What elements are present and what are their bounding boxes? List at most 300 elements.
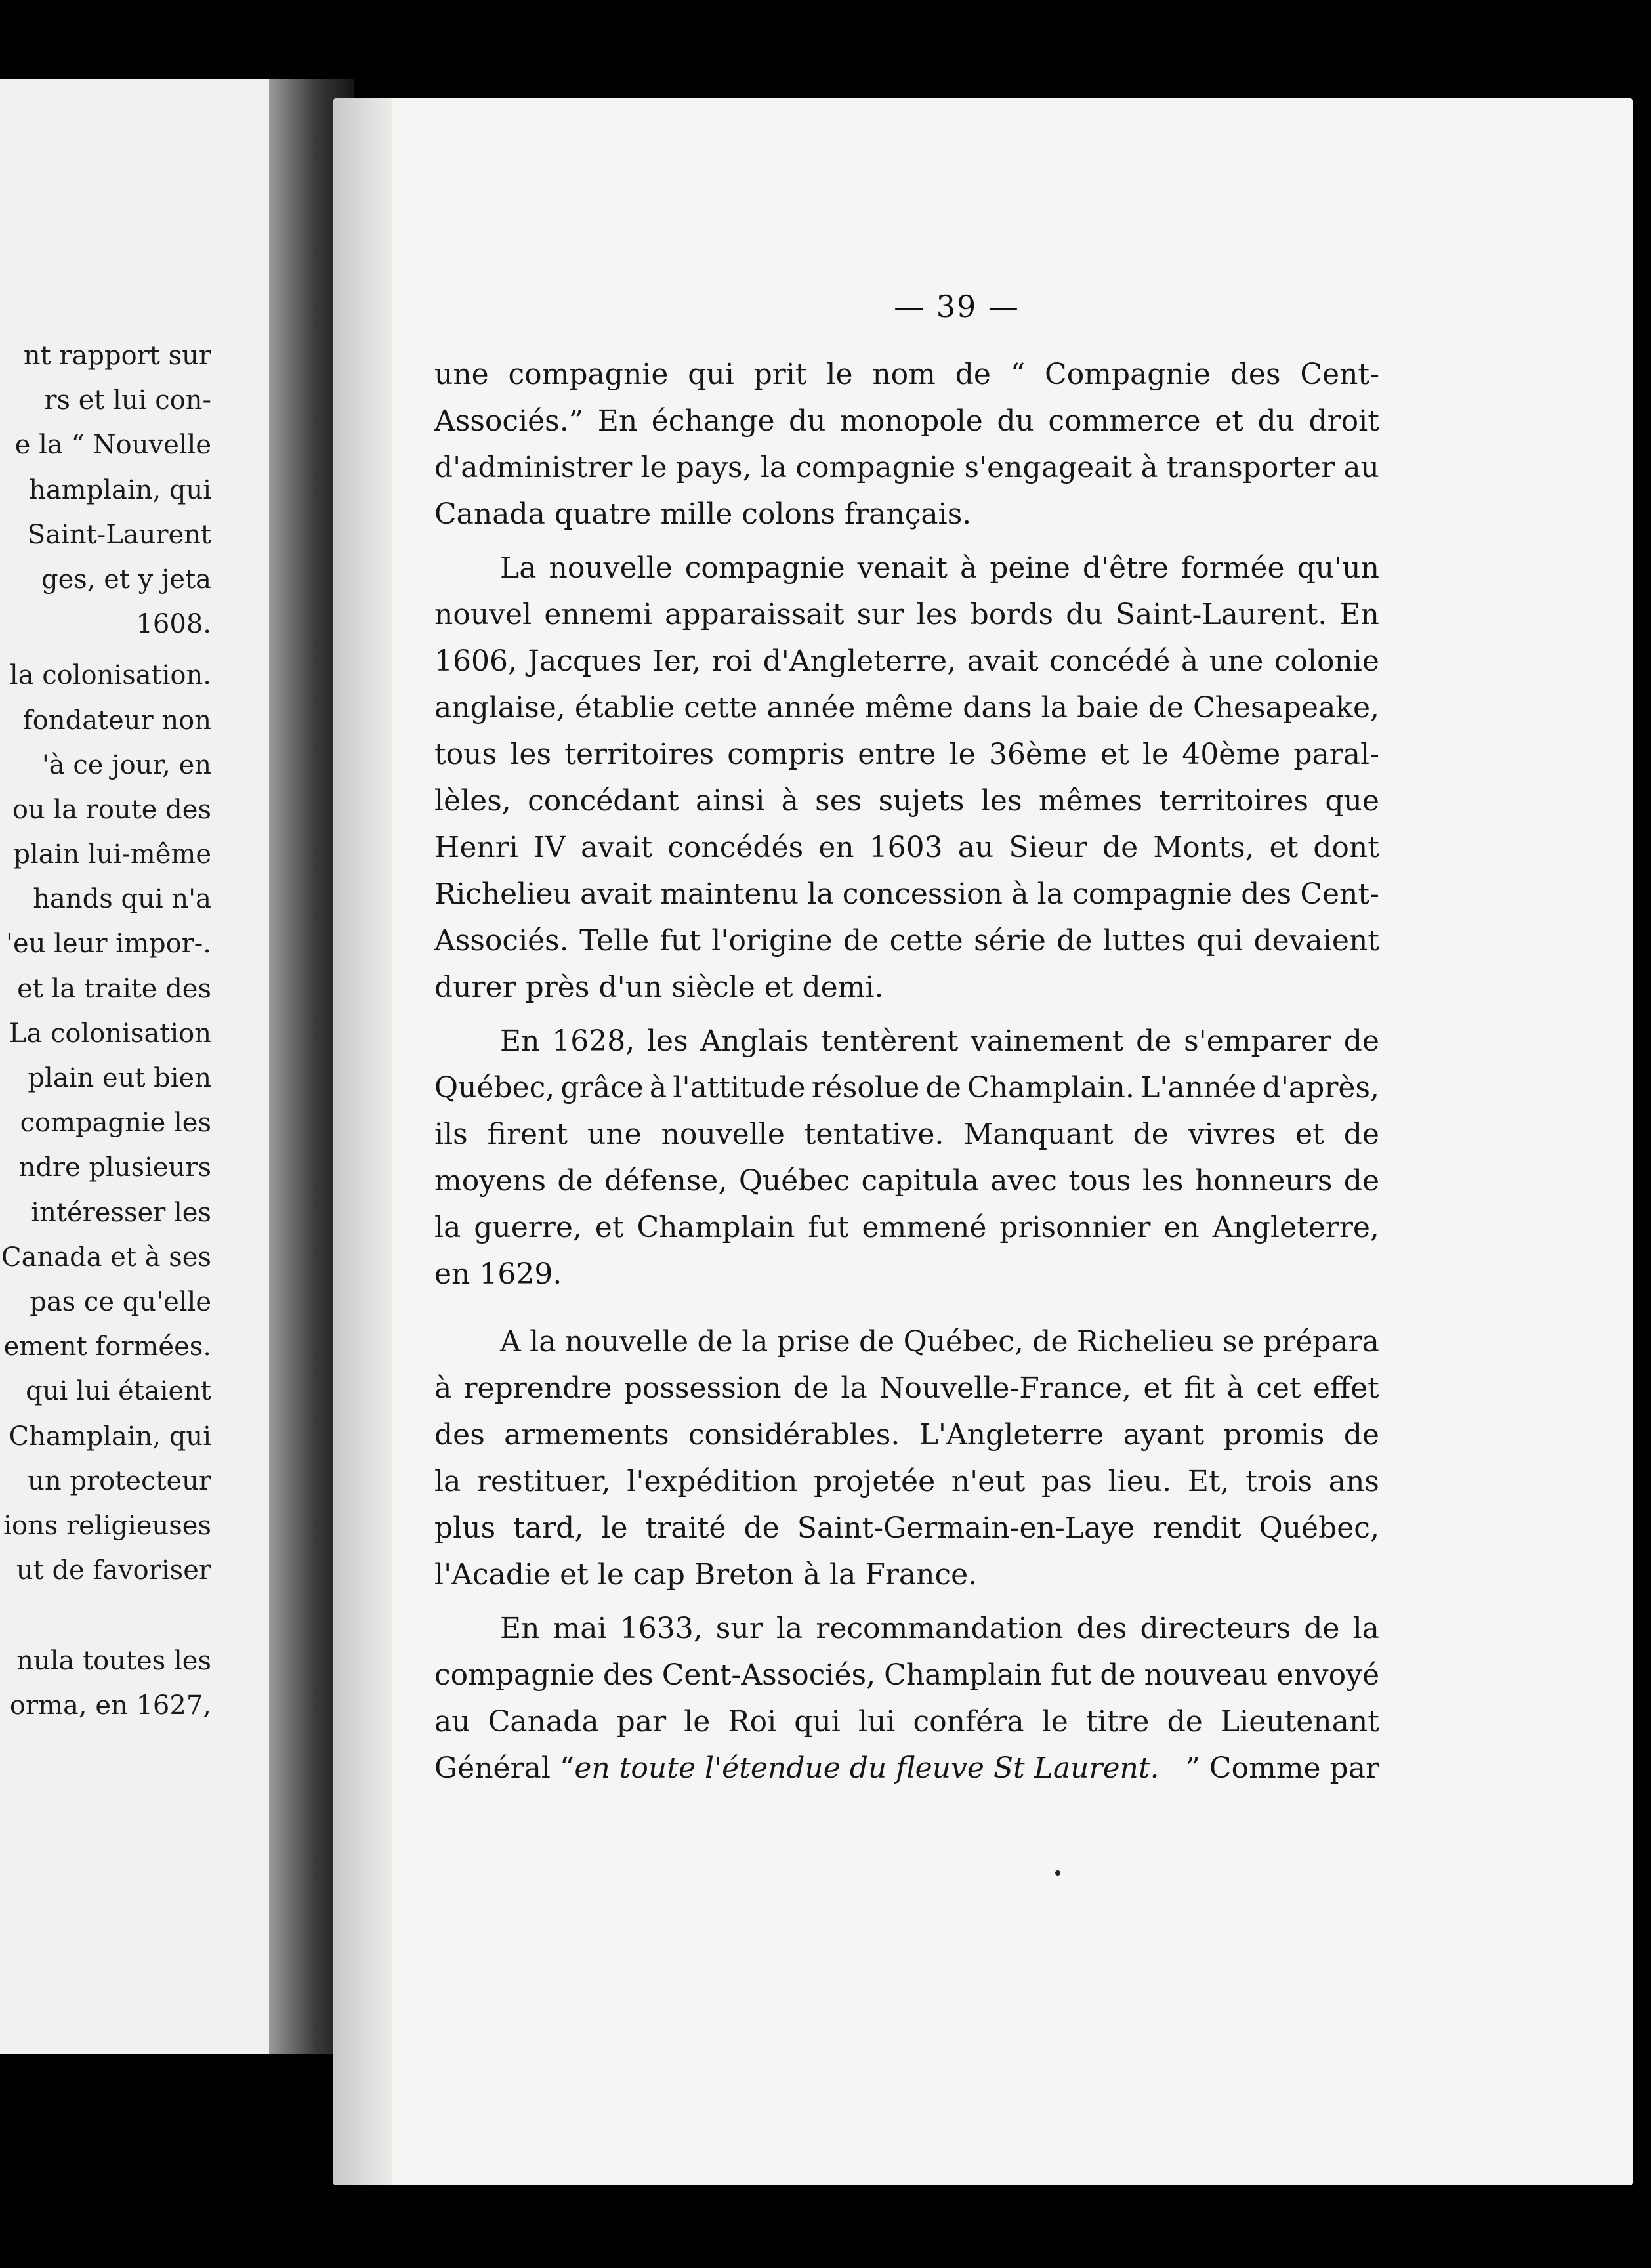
word: année (766, 691, 856, 724)
word: de (955, 358, 991, 391)
word: A (500, 1325, 521, 1358)
word: de (1343, 1024, 1379, 1058)
word: prépara (1263, 1325, 1379, 1358)
text-line (434, 684, 1379, 731)
word: la (807, 877, 834, 911)
left-page-line: La colonisation (9, 1018, 211, 1049)
word: du (1066, 598, 1103, 631)
word: prisonnier (999, 1211, 1151, 1244)
word: avait (581, 831, 653, 864)
word: concédés (667, 831, 804, 864)
word: résolue (811, 1071, 920, 1104)
left-page-line: e la “ Nouvelle (14, 430, 211, 461)
word: Monts, (1153, 831, 1255, 864)
text-line (434, 545, 1379, 591)
left-page-line: rs et lui con- (44, 385, 211, 416)
word: reprendre (463, 1372, 612, 1405)
text-line (434, 871, 1379, 917)
word: compagnie (508, 358, 669, 391)
word: la (841, 1372, 867, 1405)
word: ils (434, 1118, 468, 1151)
word: et (1269, 831, 1299, 864)
text-line (434, 1458, 1379, 1505)
word: le (1041, 1705, 1068, 1738)
word: Québec, (1259, 1511, 1379, 1545)
word: guerre, (474, 1211, 582, 1244)
word: 1606, (434, 644, 517, 678)
word: sur (856, 598, 904, 631)
word: au (1343, 451, 1379, 484)
word: en (1163, 1211, 1200, 1244)
word: les (510, 738, 552, 771)
left-page-line: plain eut bien (28, 1063, 211, 1093)
word: L'Angleterre (919, 1418, 1104, 1452)
word: de (1102, 831, 1139, 864)
word: échange (651, 404, 775, 438)
line-text: en 1629. (434, 1257, 562, 1291)
word: le (640, 451, 667, 484)
word: le (601, 1511, 628, 1545)
word: de (843, 924, 879, 957)
word: de (1032, 1325, 1068, 1358)
italic-quote: en toute l'étendue du fleuve St Laurent. (574, 1752, 1160, 1785)
left-page-line: ndre plusieurs (18, 1152, 211, 1183)
word: devaient (1253, 924, 1379, 957)
word: s'engageait (964, 451, 1133, 484)
text-line (434, 1158, 1379, 1204)
word: ainsi (696, 784, 765, 818)
word: bords (970, 598, 1054, 631)
word: capitula (861, 1164, 979, 1198)
word: Saint-Laurent. (1116, 598, 1327, 631)
word: les (916, 598, 958, 631)
text-line (434, 444, 1379, 491)
word: directeurs (1140, 1612, 1291, 1645)
left-page-line: orma, en 1627, (9, 1690, 211, 1721)
word: l'attitude (673, 1071, 806, 1104)
word: La (500, 551, 537, 585)
word: En (1339, 598, 1379, 631)
word: effet (1312, 1372, 1379, 1405)
word: Chesapeake, (1193, 691, 1379, 724)
word: venait (857, 551, 948, 585)
word: Québec, (434, 1071, 555, 1104)
word: Sieur (1009, 831, 1087, 864)
word: rendit (1152, 1511, 1242, 1545)
word: compagnie (795, 451, 956, 484)
word: la (1037, 877, 1064, 911)
word: 1603 (869, 831, 943, 864)
word: firent (487, 1118, 568, 1151)
word: commerce (1048, 404, 1201, 438)
word: monopole (840, 404, 983, 438)
word: les (646, 1024, 688, 1058)
word: à (1226, 1372, 1244, 1405)
word: le (826, 358, 853, 391)
word: d'administrer (434, 451, 633, 484)
word: luttes (1102, 924, 1186, 957)
word: de (697, 1325, 733, 1358)
left-page-line: hands qui n'a (33, 884, 211, 915)
word: 1628, (552, 1024, 635, 1058)
word: compagnie (684, 551, 845, 585)
word: envoyé (1276, 1658, 1379, 1692)
word: lui (858, 1705, 896, 1738)
text-line (434, 1605, 1379, 1652)
word: compagnie (1072, 877, 1233, 911)
word: En (597, 404, 638, 438)
word: les (980, 784, 1022, 818)
paragraph (434, 1605, 1379, 1792)
text-line (434, 778, 1379, 824)
left-page-line: fondateur non (22, 705, 211, 736)
text-line (434, 824, 1379, 871)
word: l'origine (711, 924, 833, 957)
text-line (434, 1204, 1379, 1251)
word: qui (794, 1705, 841, 1738)
word: de (793, 1372, 829, 1405)
left-page-line: Canada et à ses (1, 1242, 211, 1272)
line-text-after: ” Comme par (1185, 1752, 1379, 1785)
word: En (500, 1024, 540, 1058)
paragraph (434, 351, 1379, 537)
text-line (434, 964, 1379, 1011)
final-line-wrap (434, 1745, 1160, 1792)
word: nom (872, 358, 936, 391)
word: de (1167, 1705, 1203, 1738)
word: de (1343, 1418, 1379, 1452)
word: au (957, 831, 994, 864)
word: conféra (913, 1705, 1024, 1738)
word: à (1181, 644, 1199, 678)
word: territoires (1159, 784, 1309, 818)
word: la (434, 1465, 461, 1498)
line-text-before: Général “ (434, 1752, 575, 1785)
text-line (434, 591, 1379, 638)
word: emmené (862, 1211, 987, 1244)
text-line (434, 917, 1379, 964)
word: Champlain (637, 1211, 795, 1244)
word: Henri (434, 831, 518, 864)
word: L'année (1140, 1071, 1257, 1104)
word: de (1343, 1118, 1379, 1151)
word: de (557, 1164, 593, 1198)
word: défense, (604, 1164, 728, 1198)
word: Canada (488, 1705, 599, 1738)
word: des (1241, 877, 1292, 911)
word: des (434, 1418, 485, 1452)
left-page-line: ou la route des (12, 794, 211, 825)
word: 1633, (619, 1612, 703, 1645)
word: “ (1010, 358, 1026, 391)
left-page-line: qui lui étaient (26, 1376, 211, 1407)
word: Saint-Germain-en-Laye (797, 1511, 1135, 1545)
word: la (530, 1325, 556, 1358)
word: des (602, 1658, 654, 1692)
word: même (864, 691, 954, 724)
word: vivres (1188, 1118, 1276, 1151)
word: ayant (1123, 1418, 1204, 1452)
word: Champlain. (967, 1071, 1135, 1104)
word: promis (1223, 1418, 1325, 1452)
word: à (1011, 877, 1029, 911)
word: entre (858, 738, 936, 771)
word: d'Angleterre, (763, 644, 957, 678)
word: et (1143, 1372, 1173, 1405)
left-page-text (1, 333, 211, 1729)
word: compagnie (434, 1658, 595, 1692)
word: tentèrent (821, 1024, 959, 1058)
text-line (434, 1412, 1379, 1458)
word: par (616, 1705, 667, 1738)
word: peine (990, 551, 1070, 585)
text-line (434, 1251, 1379, 1297)
left-page (0, 79, 269, 2054)
word: d'après, (1262, 1071, 1379, 1104)
word: avait (967, 644, 1039, 678)
word: à (781, 784, 799, 818)
word: nouvelle (549, 551, 673, 585)
word: Associés. (434, 924, 569, 957)
word: dans (963, 691, 1032, 724)
word: transporter (1166, 451, 1335, 484)
text-line (434, 1064, 1379, 1111)
word: ans (1328, 1465, 1379, 1498)
word: prit (753, 358, 807, 391)
word: à (649, 1071, 667, 1104)
word: Québec, (903, 1325, 1024, 1358)
word: Cent-Associés, (661, 1658, 876, 1692)
word: de (1056, 924, 1093, 957)
word: En (500, 1612, 540, 1645)
left-page-line: plain lui-même (13, 839, 211, 870)
word: se (1223, 1325, 1255, 1358)
word: fut (1051, 1658, 1092, 1692)
word: recommandation (816, 1612, 1064, 1645)
word: prise (776, 1325, 850, 1358)
word: Champlain (884, 1658, 1042, 1692)
word: projetée (813, 1465, 936, 1498)
word: Angleterre, (1212, 1211, 1379, 1244)
word: dont (1313, 831, 1379, 864)
left-page-line: compagnie les (20, 1108, 211, 1139)
page-shadow (333, 98, 392, 2185)
word: Nouvelle-France, (879, 1372, 1132, 1405)
word: les (1142, 1164, 1184, 1198)
word: sur (715, 1612, 763, 1645)
word: et (1215, 404, 1243, 438)
word: cette (684, 691, 758, 724)
word: mai (553, 1612, 607, 1645)
word: qui (1196, 924, 1243, 957)
word: mêmes (1038, 784, 1142, 818)
text-line (434, 398, 1379, 444)
paragraph (434, 545, 1379, 1011)
word: la (776, 1612, 803, 1645)
word: pays, (675, 451, 752, 484)
word: concession (842, 877, 1003, 911)
text-line (434, 1111, 1379, 1158)
left-page-line: pas ce qu'elle (30, 1286, 211, 1317)
left-page-line: et la traite des (17, 973, 211, 1004)
word: une (434, 358, 489, 391)
left-page-line: 1608. (136, 609, 211, 640)
word: pas (1041, 1465, 1092, 1498)
left-page-line: ges, et y jeta (41, 564, 211, 595)
word: nouvel (434, 598, 532, 631)
left-page-line: nt rapport sur (23, 341, 211, 371)
word: avait (579, 877, 652, 911)
word: colonie (1274, 644, 1379, 678)
word: Associés.” (434, 404, 584, 438)
word: des (1076, 1612, 1127, 1645)
word: nouveau (1144, 1658, 1268, 1692)
left-page-line: Champlain, qui (9, 1421, 211, 1452)
text-line (434, 1365, 1379, 1412)
line-text: l'Acadie et le cap Breton à la France. (434, 1558, 978, 1591)
word: et (1100, 738, 1129, 771)
word: 36ème (988, 738, 1087, 771)
word: Richelieu (1076, 1325, 1214, 1358)
word: nouvelle (661, 1118, 785, 1151)
word: au (434, 1705, 470, 1738)
word: Manquant (963, 1118, 1114, 1151)
text-line (434, 1551, 1379, 1598)
word: de (1304, 1612, 1340, 1645)
text-line (434, 1018, 1379, 1064)
word: maintenu (660, 877, 799, 911)
word: Jacques (528, 644, 642, 678)
left-page-line: intéresser les (31, 1197, 211, 1228)
word: Lieutenant (1220, 1705, 1379, 1738)
word: Ier, (652, 644, 701, 678)
word: d'être (1082, 551, 1169, 585)
word: traité (645, 1511, 726, 1545)
left-page-line: ement formées. (3, 1332, 211, 1362)
word: et (1295, 1118, 1324, 1151)
paragraph (434, 1018, 1379, 1297)
word: la (1352, 1612, 1379, 1645)
word: Telle (579, 924, 650, 957)
word: de (859, 1325, 895, 1358)
word: le (1142, 738, 1169, 771)
text-line (434, 351, 1379, 398)
word: série (974, 924, 1046, 957)
word: avec (990, 1164, 1058, 1198)
word: grâce (560, 1071, 644, 1104)
left-page-line: 'eu leur impor-. (6, 929, 211, 959)
paragraph (434, 1318, 1379, 1598)
text-line (434, 1318, 1379, 1365)
left-page-line: ut de favoriser (16, 1555, 211, 1586)
word: du (789, 404, 826, 438)
word: tentative. (804, 1118, 944, 1151)
word: nouvelle (564, 1325, 689, 1358)
left-page-line: Saint-Laurent (27, 519, 211, 550)
word: moyens (434, 1164, 547, 1198)
word: de (743, 1511, 780, 1545)
text-line (434, 731, 1379, 778)
word: roi (711, 644, 753, 678)
page-body (434, 351, 1379, 1792)
text-line (434, 1652, 1379, 1698)
word: Cent- (1300, 358, 1379, 391)
word: fit (1184, 1372, 1215, 1405)
word: cet (1256, 1372, 1301, 1405)
word: de (925, 1071, 961, 1104)
word: qui (688, 358, 734, 391)
word: plus (434, 1511, 496, 1545)
word: de (1148, 691, 1184, 724)
word: l'expédition (627, 1465, 798, 1498)
line-text: durer près d'un siècle et demi. (434, 971, 884, 1004)
word: Anglais (700, 1024, 809, 1058)
word: titre (1085, 1705, 1150, 1738)
word: ses (815, 784, 862, 818)
text-line (434, 638, 1379, 684)
word: honneurs (1194, 1164, 1333, 1198)
word: à (1140, 451, 1158, 484)
word: la (1041, 691, 1068, 724)
word: concédant (528, 784, 679, 818)
word: tard, (513, 1511, 584, 1545)
word: Roi (728, 1705, 777, 1738)
text-line (434, 1505, 1379, 1551)
word: Québec (738, 1164, 850, 1198)
word: formée (1181, 551, 1285, 585)
right-page (333, 98, 1633, 2185)
left-page-line: hamplain, qui (29, 474, 211, 505)
left-page-line: la colonisation. (9, 660, 211, 691)
word: à (959, 551, 978, 585)
word: lieu. (1108, 1465, 1172, 1498)
word: lèles, (434, 784, 511, 818)
word: le (684, 1705, 711, 1738)
ink-speck (1055, 1870, 1060, 1876)
left-page-line: nula toutes les (16, 1646, 211, 1677)
word: en (818, 831, 854, 864)
word: restituer, (476, 1465, 611, 1498)
word: de (1133, 1118, 1169, 1151)
word: n'eut (951, 1465, 1026, 1498)
word: IV (533, 831, 566, 864)
word: vainement (971, 1024, 1124, 1058)
word: de (1100, 1658, 1136, 1692)
word: la (434, 1211, 461, 1244)
word: droit (1308, 404, 1379, 438)
word: Richelieu (434, 877, 572, 911)
word: de (1343, 1164, 1379, 1198)
word: sujets (878, 784, 965, 818)
word: du (997, 404, 1034, 438)
word: qu'un (1297, 551, 1379, 585)
word: la (760, 451, 787, 484)
word: tous (1068, 1164, 1131, 1198)
text-line (434, 1698, 1379, 1745)
word: concédé (1049, 644, 1171, 678)
word: apparaissait (665, 598, 845, 631)
text-line (434, 1745, 1379, 1792)
left-page-line: un protecteur (28, 1465, 211, 1496)
word: possession (623, 1372, 782, 1405)
word: fut (659, 924, 701, 957)
word: compris (727, 738, 845, 771)
left-page-line: ions religieuses (3, 1510, 211, 1541)
word: ennemi (544, 598, 652, 631)
page-number: — 39 — (894, 289, 1020, 324)
word: des (1230, 358, 1281, 391)
word: de (1136, 1024, 1172, 1058)
